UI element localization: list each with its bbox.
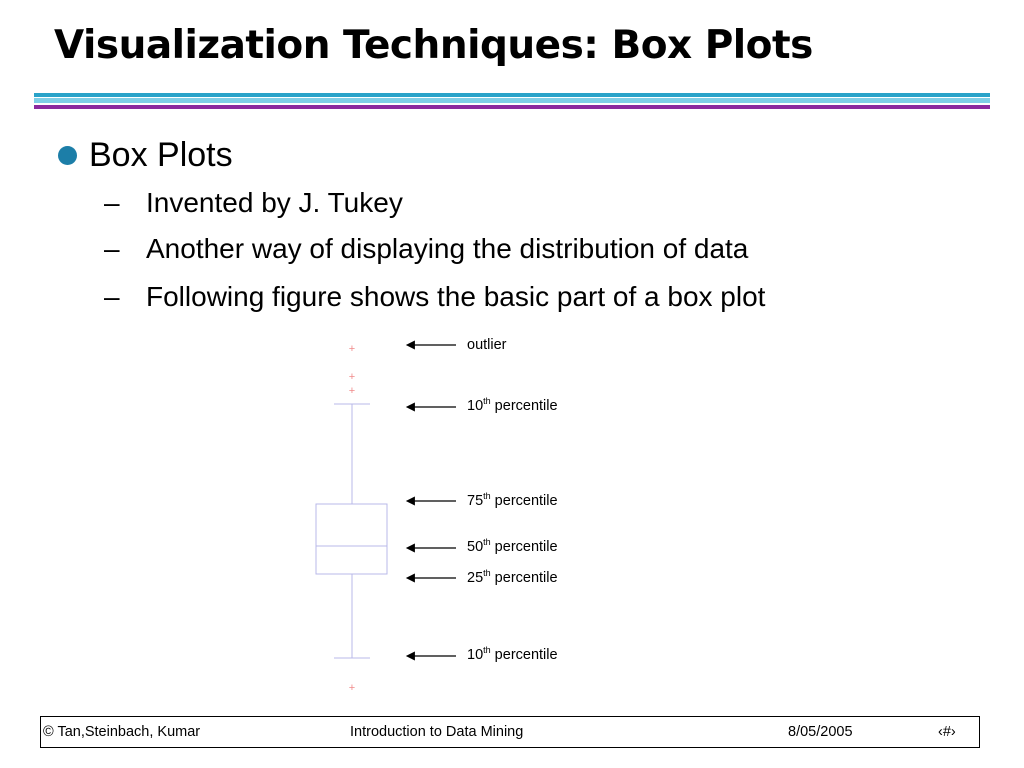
slide-footer — [40, 716, 980, 748]
outlier-marker: + — [348, 385, 356, 397]
slide-title: Visualization Techniques: Box Plots — [54, 23, 813, 68]
subbullet-text: Another way of displaying the distribution of data — [146, 233, 749, 264]
footer-date: 8/05/2005 — [788, 724, 853, 740]
label-text: percentile — [490, 539, 558, 555]
label-suffix: th — [483, 568, 491, 579]
interquartile-box — [316, 504, 387, 574]
label-suffix: th — [483, 645, 491, 656]
dash-icon: – — [104, 233, 120, 264]
label-number: 10 — [467, 647, 484, 663]
footer-page-number: ‹#› — [938, 724, 956, 740]
label-25th-percentile — [467, 569, 558, 587]
outlier-marker: + — [348, 682, 356, 694]
footer-course: Introduction to Data Mining — [350, 724, 524, 740]
label-10th-percentile-lower — [467, 646, 558, 664]
subbullet-text: Invented by J. Tukey — [146, 187, 403, 218]
dash-icon: – — [104, 187, 120, 218]
label-text: outlier — [467, 337, 507, 353]
subbullet-text: Following figure shows the basic part of a box plot — [146, 281, 766, 312]
dash-icon: – — [104, 281, 120, 312]
label-75th-percentile — [467, 492, 558, 510]
box-plot — [316, 404, 387, 658]
annotation-arrows — [414, 345, 456, 656]
bullet-box-plots: Box Plots — [89, 136, 233, 174]
label-text: percentile — [490, 493, 558, 509]
label-number: 10 — [467, 398, 484, 414]
label-text: percentile — [490, 647, 558, 663]
label-suffix: th — [483, 491, 491, 502]
label-50th-percentile — [467, 538, 558, 556]
label-suffix: th — [483, 396, 491, 407]
label-number: 25 — [467, 570, 484, 586]
label-outlier — [467, 336, 507, 354]
label-10th-percentile-upper — [467, 397, 558, 415]
label-number: 50 — [467, 539, 484, 555]
label-text: percentile — [490, 398, 558, 414]
label-text: percentile — [490, 570, 558, 586]
outlier-marker: + — [348, 371, 356, 383]
label-suffix: th — [483, 537, 491, 548]
outlier-marker: + — [348, 343, 356, 355]
footer-authors: © Tan,Steinbach, Kumar — [43, 724, 201, 740]
label-number: 75 — [467, 493, 484, 509]
